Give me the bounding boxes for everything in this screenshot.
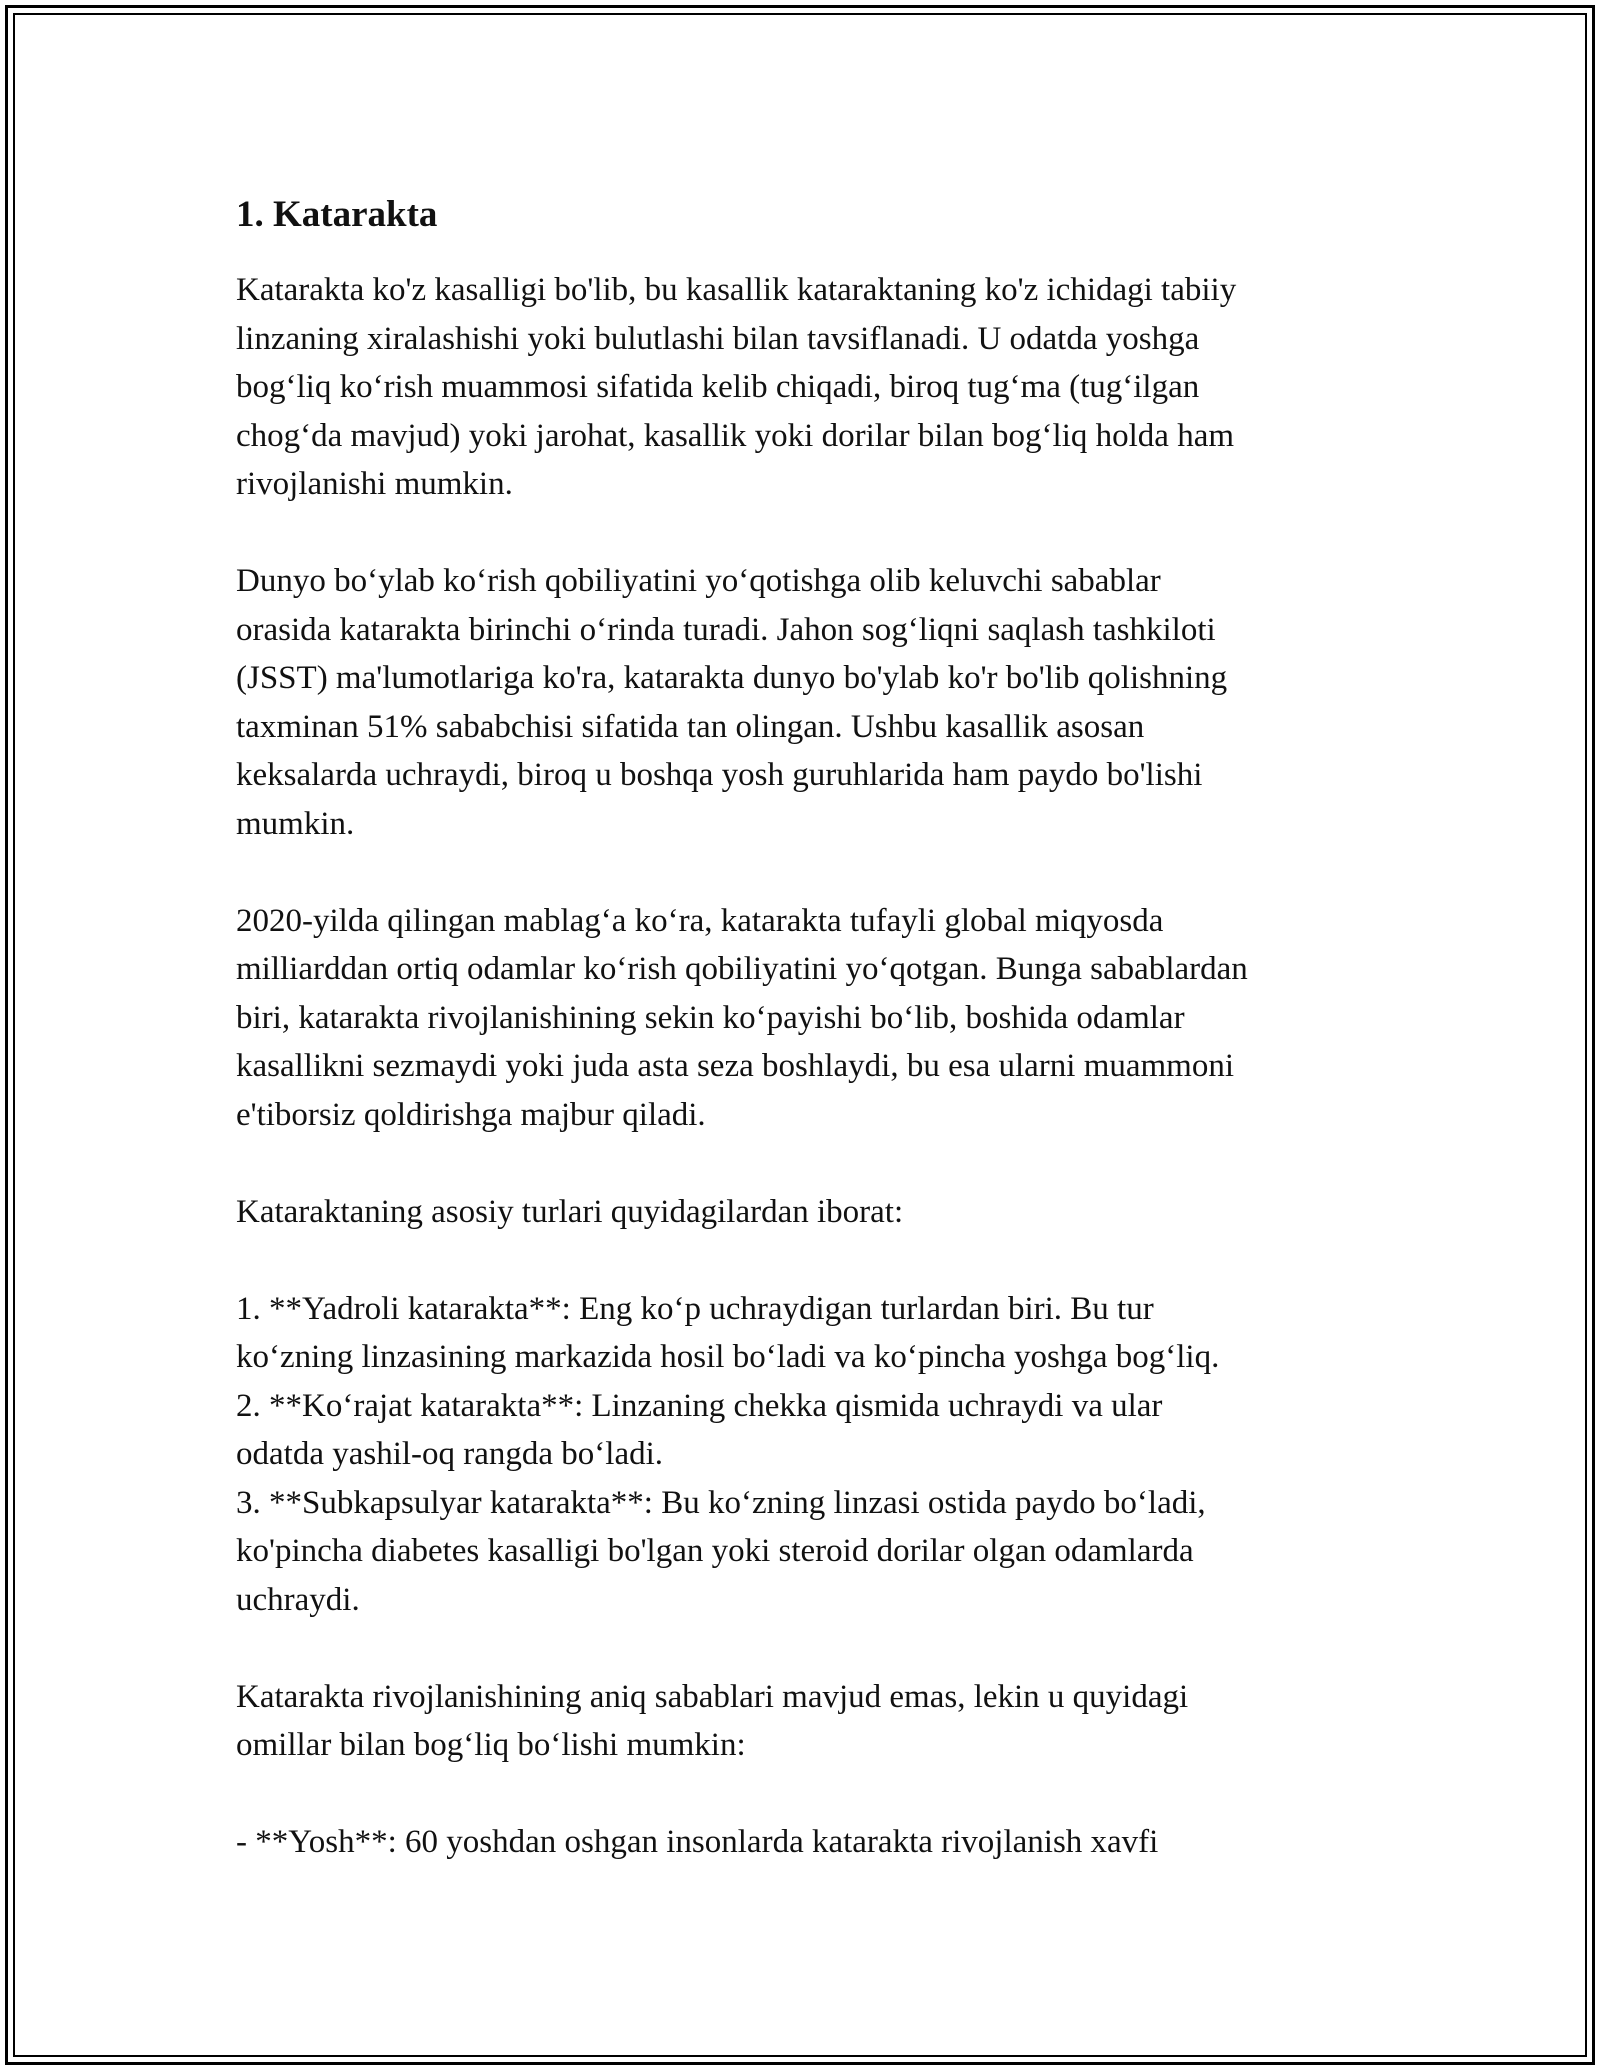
section-heading: 1. Katarakta xyxy=(236,194,438,235)
list-item-cortical: 2. **Ko‘rajat katarakta**: Linzaning chekka qismida uchraydi va ular odatda yashil-oq rangda bo‘ladi. xyxy=(236,1387,1163,1472)
paragraph-prevalence: Dunyo bo‘ylab ko‘rish qobiliyatini yo‘qotishga olib keluvchi sabablar orasida katarakta birinchi o‘rinda turadi. Jahon sog‘liqni saqlash tashkiloti (JSST) ma'lumotlariga ko'ra, katarakta dunyo bo'ylab ko'r bo'lib qolishning taxminan 51% sababchisi sifatida tan olingan. Ushbu kasallik asosan keksalarda uchraydi, biroq u boshqa yosh guruhlarida ham paydo bo'lishi mumkin. xyxy=(236,563,1228,842)
paragraph-types-intro: Kataraktaning asosiy turlari quyidagilardan iborat: xyxy=(236,1193,904,1230)
paragraph-statistics: 2020-yilda qilingan mablag‘a ko‘ra, katarakta tufayli global miqyosda milliarddan ortiq odamlar ko‘rish qobiliyatini yo‘qotgan. Bunga sabablardan biri, katarakta rivojlanishining sekin ko‘payishi bo‘lib, boshida odamlar kasallikni sezmaydi yoki juda asta seza boshlaydi, bu esa ularni muammoni e'tiborsiz qoldirishga majbur qiladi. xyxy=(236,902,1248,1133)
paragraph-definition: Katarakta ko'z kasalligi bo'lib, bu kasallik kataraktaning ko'z ichidagi tabiiy linzaning xiralashishi yoki bulutlashi bilan tavsiflanadi. U odatda yoshga bog‘liq ko‘rish muammosi sifatida kelib chiqadi, biroq tug‘ma (tug‘ilgan chog‘da mavjud) yoki jarohat, kasallik yoki dorilar bilan bog‘liq holda ham rivojlanishi mumkin. xyxy=(236,272,1237,502)
paragraph-causes-intro: Katarakta rivojlanishining aniq sabablari mavjud emas, lekin u quyidagi omillar bilan bog‘liq bo‘lishi mumkin: xyxy=(236,1678,1189,1763)
list-item-subcapsular: 3. **Subkapsulyar katarakta**: Bu ko‘zning linzasi ostida paydo bo‘ladi, ko'pincha diabetes kasalligi bo'lgan yoki steroid dorilar olgan odamlarda uchraydi. xyxy=(236,1484,1206,1618)
list-item-age: - **Yosh**: 60 yoshdan oshgan insonlarda katarakta rivojlanish xavfi xyxy=(236,1824,1159,1860)
types-list xyxy=(236,1285,1366,1625)
causes-list xyxy=(236,1818,1366,1867)
list-item-nuclear: 1. **Yadroli katarakta**: Eng ko‘p uchraydigan turlardan biri. Bu tur ko‘zning linzasining markazida hosil bo‘ladi va ko‘pincha yoshga bog‘liq. xyxy=(236,1290,1220,1375)
document-page xyxy=(236,188,1366,1915)
